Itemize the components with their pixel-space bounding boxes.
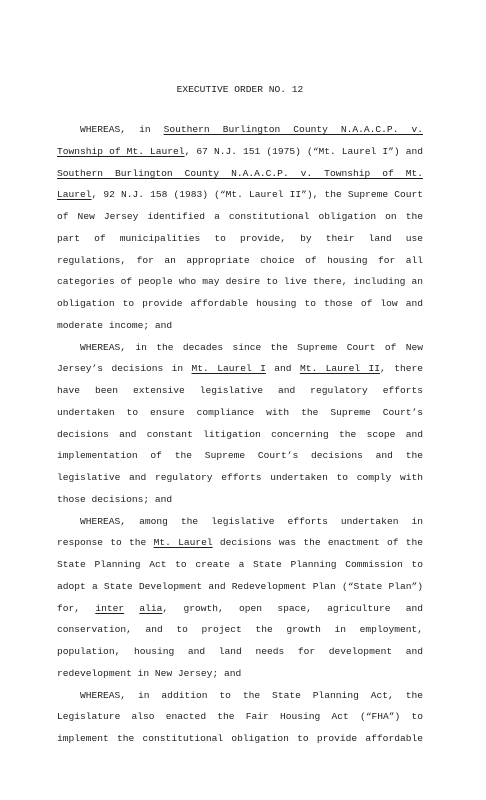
text-line <box>57 380 423 402</box>
text-segment: categories of people who may desire to live there, including an <box>57 276 423 288</box>
underlined-text: Laurel <box>57 189 92 201</box>
text-segment: implement the constitutional obligation to provide affordable <box>57 733 423 744</box>
text-segment: , 67 N.J. 151 (1975) (“Mt. Laurel I”) and <box>184 145 423 157</box>
text-segment: , 92 N.J. 158 (1983) (“Mt. Laurel II”), the Supreme Court <box>91 189 423 201</box>
text-line <box>57 163 423 185</box>
text-segment: regulations, for an appropriate choice of housing for all <box>57 254 423 266</box>
text-line <box>57 424 423 446</box>
text-line <box>57 641 423 663</box>
text-line <box>57 598 423 620</box>
text-line <box>57 554 423 576</box>
text-segment: population, housing and land needs for development and <box>57 646 423 657</box>
text-segment: those decisions; and <box>57 493 173 505</box>
text-segment: implementation of the Supreme Court’s decisions and the <box>57 450 423 462</box>
text-line <box>57 293 423 315</box>
underlined-text: Township of Mt. Laurel <box>57 145 185 157</box>
text-segment: moderate income; and <box>57 319 173 331</box>
text-segment: State Planning Act to create a State Planning Commission to <box>57 559 423 570</box>
underlined-text: Mt. Laurel I <box>191 363 266 375</box>
text-line <box>57 358 423 380</box>
text-line <box>57 467 423 489</box>
text-line <box>57 663 423 685</box>
text-segment: WHEREAS, in <box>80 124 164 135</box>
underlined-text: Southern Burlington County N.A.A.C.P. v. Township of Mt. <box>57 167 423 179</box>
underlined-text: Mt. Laurel <box>153 537 213 549</box>
text-segment: conservation, and to project the growth in employment, <box>57 624 423 636</box>
text-segment: decisions was the enactment of the <box>212 537 423 549</box>
text-line <box>57 228 423 250</box>
text-segment: and <box>265 363 300 375</box>
paragraph <box>57 337 423 511</box>
text-line <box>57 445 423 467</box>
text-line <box>57 119 423 141</box>
text-segment: , growth, open space, agriculture and <box>162 602 423 614</box>
text-segment: have been extensive legislative and regulatory efforts <box>57 385 423 396</box>
text-line <box>57 402 423 424</box>
text-segment: Legislature also enacted the Fair Housing Act (“FHA”) to <box>57 711 423 723</box>
document-title: EXECUTIVE ORDER NO. 12 <box>176 84 304 95</box>
underlined-text: Mt. Laurel II <box>299 363 381 375</box>
text-line <box>57 685 423 707</box>
text-segment: part of municipalities to provide, by their land use <box>57 232 423 244</box>
text-line <box>57 315 423 337</box>
text-line <box>57 728 423 750</box>
paragraph <box>57 685 423 750</box>
underlined-text: Southern Burlington County N.A.A.C.P. v. <box>163 124 423 135</box>
text-segment: WHEREAS, among the legislative efforts undertaken in <box>80 515 423 527</box>
text-segment: of New Jersey identified a constitutional obligation on the <box>57 211 423 222</box>
text-line <box>57 619 423 641</box>
underlined-text: alia <box>139 602 163 614</box>
paragraph <box>57 511 423 685</box>
text-line <box>57 271 423 293</box>
text-line <box>57 141 423 163</box>
document-content <box>57 79 423 750</box>
underlined-text: inter <box>95 602 125 614</box>
text-segment: decisions and constant litigation concerning the scope and <box>57 428 423 440</box>
text-line <box>57 489 423 511</box>
text-line <box>57 184 423 206</box>
text-segment: for, <box>57 602 96 614</box>
text-segment: undertaken to ensure compliance with the Supreme Court’s <box>57 406 423 418</box>
text-segment: WHEREAS, in addition to the State Planning Act, the <box>80 689 423 701</box>
paragraph <box>57 119 423 337</box>
text-line <box>57 532 423 554</box>
text-segment: redevelopment in New Jersey; and <box>57 667 242 679</box>
text-line <box>57 250 423 272</box>
text-segment: Jersey’s decisions in <box>57 363 192 375</box>
text-segment: legislative and regulatory efforts undertaken to comply with <box>57 472 423 483</box>
text-segment: , there <box>380 363 423 375</box>
text-line <box>57 576 423 598</box>
text-segment: adopt a State Development and Redevelopment Plan (“State Plan”) <box>57 580 423 592</box>
text-segment: obligation to provide affordable housing to those of low and <box>57 298 423 309</box>
text-line <box>57 206 423 228</box>
text-line <box>57 337 423 359</box>
text-segment <box>124 603 139 614</box>
text-line <box>57 706 423 728</box>
text-segment: response to the <box>57 537 154 549</box>
text-line <box>57 511 423 533</box>
document-body <box>57 119 423 750</box>
text-segment: WHEREAS, in the decades since the Supreme Court of New <box>80 341 423 353</box>
